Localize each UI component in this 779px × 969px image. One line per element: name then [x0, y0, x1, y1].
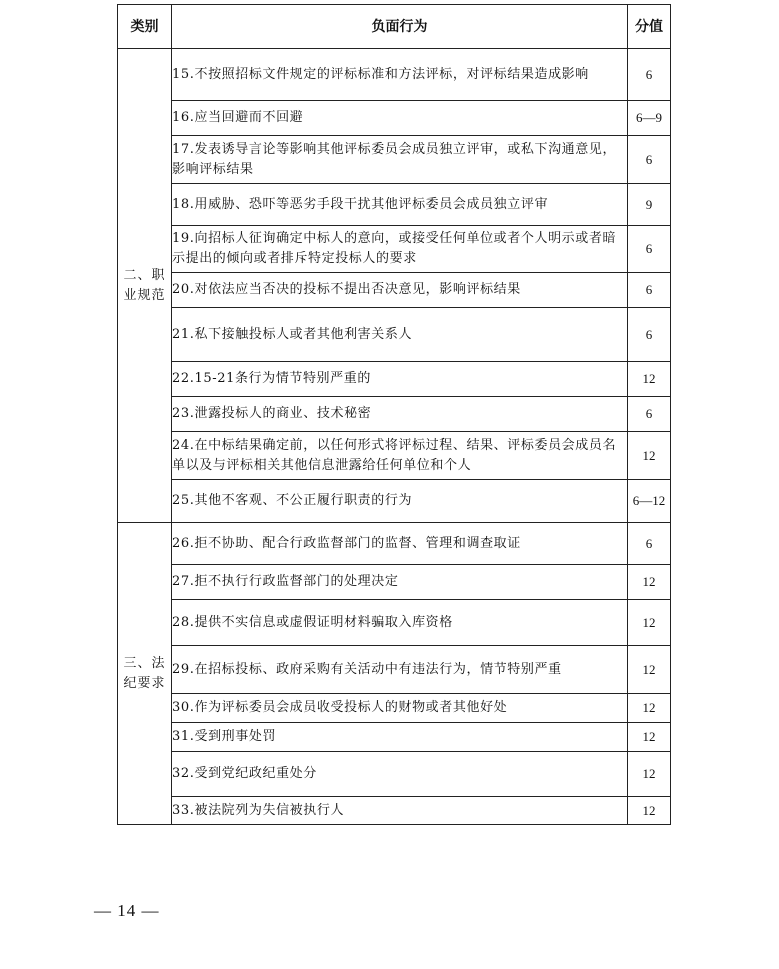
- behavior-cell: 33.被法院列为失信被执行人: [172, 797, 628, 825]
- table-row: [118, 101, 671, 136]
- table-row: [118, 523, 671, 565]
- score-cell: 12: [628, 752, 671, 797]
- score-cell: 12: [628, 600, 671, 646]
- behavior-cell: 23.泄露投标人的商业、技术秘密: [172, 397, 628, 432]
- table-row: [118, 432, 671, 480]
- page-number: — 14 —: [94, 901, 160, 920]
- behavior-cell: 25.其他不客观、不公正履行职责的行为: [172, 480, 628, 523]
- score-cell: 6: [628, 136, 671, 184]
- score-cell: 6: [628, 523, 671, 565]
- table-row: [118, 646, 671, 694]
- behavior-cell: 17.发表诱导言论等影响其他评标委员会成员独立评审，或私下沟通意见，影响评标结果: [172, 136, 628, 184]
- score-cell: 12: [628, 565, 671, 600]
- score-cell: 6: [628, 397, 671, 432]
- behavior-cell: 30.作为评标委员会成员收受投标人的财物或者其他好处: [172, 694, 628, 723]
- score-cell: 9: [628, 184, 671, 226]
- score-cell: 12: [628, 362, 671, 397]
- behavior-cell: 31.受到刑事处罚: [172, 723, 628, 752]
- table-row: [118, 694, 671, 723]
- table-row: [118, 273, 671, 308]
- table-header-row: [118, 5, 671, 49]
- header-category: 类别: [118, 5, 172, 49]
- score-cell: 6: [628, 226, 671, 273]
- table-row: [118, 565, 671, 600]
- table-row: [118, 184, 671, 226]
- behavior-cell: 16.应当回避而不回避: [172, 101, 628, 136]
- score-cell: 12: [628, 646, 671, 694]
- behavior-cell: 22.15-21条行为情节特别严重的: [172, 362, 628, 397]
- behavior-cell: 19.向招标人征询确定中标人的意向，或接受任何单位或者个人明示或者暗示提出的倾向或者排斥特定投标人的要求: [172, 226, 628, 273]
- score-cell: 12: [628, 723, 671, 752]
- score-cell: 6—12: [628, 480, 671, 523]
- score-cell: 6—9: [628, 101, 671, 136]
- behavior-cell: 28.提供不实信息或虚假证明材料骗取入库资格: [172, 600, 628, 646]
- table-row: [118, 49, 671, 101]
- score-cell: 6: [628, 308, 671, 362]
- negative-behavior-table: [117, 4, 671, 825]
- category-cell: 二、职业规范: [118, 49, 172, 523]
- behavior-cell: 20.对依法应当否决的投标不提出否决意见，影响评标结果: [172, 273, 628, 308]
- score-cell: 6: [628, 49, 671, 101]
- score-cell: 6: [628, 273, 671, 308]
- table-row: [118, 797, 671, 825]
- table-row: [118, 308, 671, 362]
- table-row: [118, 480, 671, 523]
- score-cell: 12: [628, 694, 671, 723]
- table-row: [118, 600, 671, 646]
- behavior-cell: 18.用威胁、恐吓等恶劣手段干扰其他评标委员会成员独立评审: [172, 184, 628, 226]
- table-row: [118, 362, 671, 397]
- table-row: [118, 226, 671, 273]
- table-row: [118, 752, 671, 797]
- score-cell: 12: [628, 797, 671, 825]
- behavior-cell: 27.拒不执行行政监督部门的处理决定: [172, 565, 628, 600]
- category-cell: 三、法纪要求: [118, 523, 172, 825]
- header-behavior: 负面行为: [172, 5, 628, 49]
- table-row: [118, 136, 671, 184]
- behavior-cell: 21.私下接触投标人或者其他利害关系人: [172, 308, 628, 362]
- table-row: [118, 397, 671, 432]
- score-cell: 12: [628, 432, 671, 480]
- behavior-cell: 15.不按照招标文件规定的评标标准和方法评标，对评标结果造成影响: [172, 49, 628, 101]
- behavior-cell: 32.受到党纪政纪重处分: [172, 752, 628, 797]
- behavior-cell: 29.在招标投标、政府采购有关活动中有违法行为，情节特别严重: [172, 646, 628, 694]
- header-score: 分值: [628, 5, 671, 49]
- behavior-cell: 26.拒不协助、配合行政监督部门的监督、管理和调查取证: [172, 523, 628, 565]
- table-row: [118, 723, 671, 752]
- behavior-cell: 24.在中标结果确定前，以任何形式将评标过程、结果、评标委员会成员名单以及与评标相关其他信息泄露给任何单位和个人: [172, 432, 628, 480]
